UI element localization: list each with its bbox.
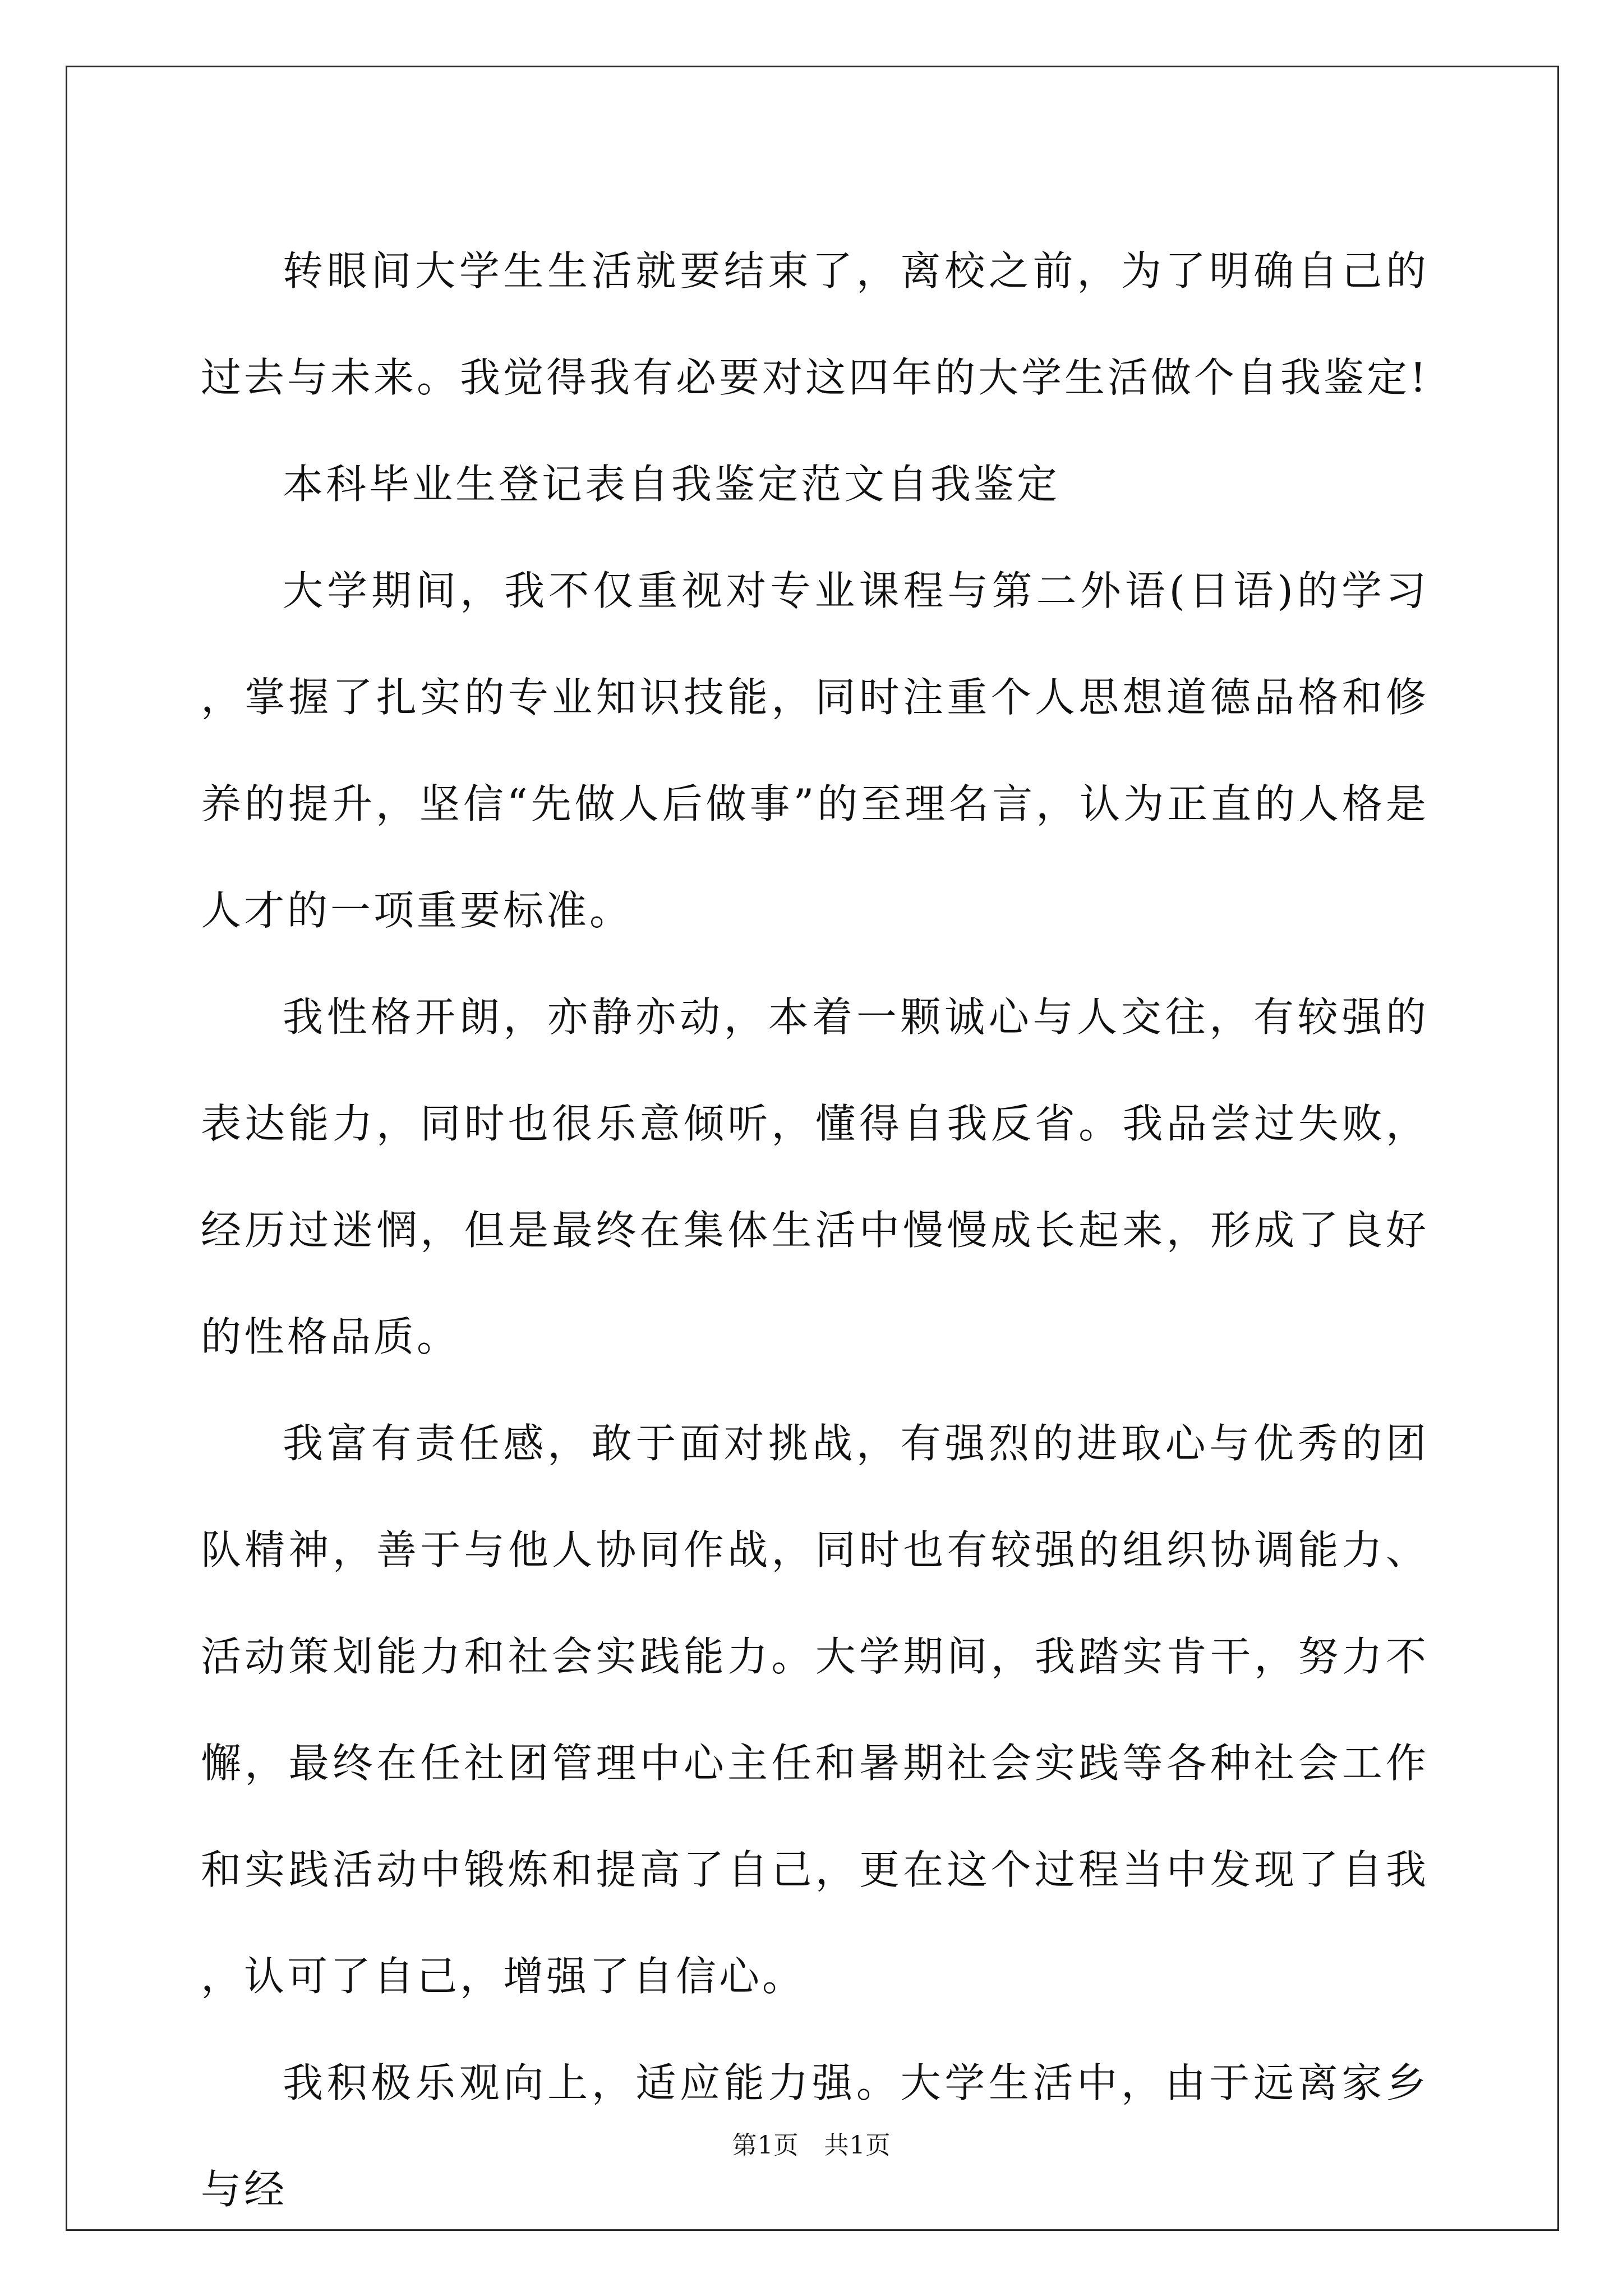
paragraph-personality: 我性格开朗，亦静亦动，本着一颗诚心与人交往，有较强的表达能力，同时也很乐意倾听，懂得自我反省。我品尝过失败，经历过迷惘，但是最终在集体生活中慢慢成长起来，形成了良好的性格品质。 <box>201 993 1429 1360</box>
paragraph-heading: 本科毕业生登记表自我鉴定范文自我鉴定 <box>283 461 1061 508</box>
paragraph-intro: 转眼间大学生生活就要结束了，离校之前，为了明确自己的过去与未来。我觉得我有必要对这四年的大学生活做个自我鉴定! <box>201 247 1429 401</box>
paragraph-study: 大学期间，我不仅重视对专业课程与第二外语(日语)的学习，掌握了扎实的专业知识技能，同时注重个人思想道德品格和修养的提升，坚信“先做人后做事”的至理名言，认为正直的人格是人才的一项重要标准。 <box>201 567 1429 934</box>
paragraph-responsibility: 我富有责任感，敢于面对挑战，有强烈的进取心与优秀的团队精神，善于与他人协同作战，同时也有较强的组织协调能力、活动策划能力和社会实践能力。大学期间，我踏实肯干，努力不懈，最终在任社团管理中心主任和暑期社会实践等各种社会工作和实践活动中锻炼和提高了自己，更在这个过程当中发现了自我，认可了自己，增强了自信心。 <box>201 1420 1429 2000</box>
footer-spacer <box>799 2131 824 2160</box>
page-footer <box>0 2125 1623 2161</box>
page-total: 共1页 <box>824 2131 891 2160</box>
document-body <box>201 218 1429 2243</box>
page-number: 第1页 <box>732 2131 799 2160</box>
paragraph-optimism: 我积极乐观向上，适应能力强。大学生活中，由于远离家乡与经 <box>201 2059 1429 2213</box>
